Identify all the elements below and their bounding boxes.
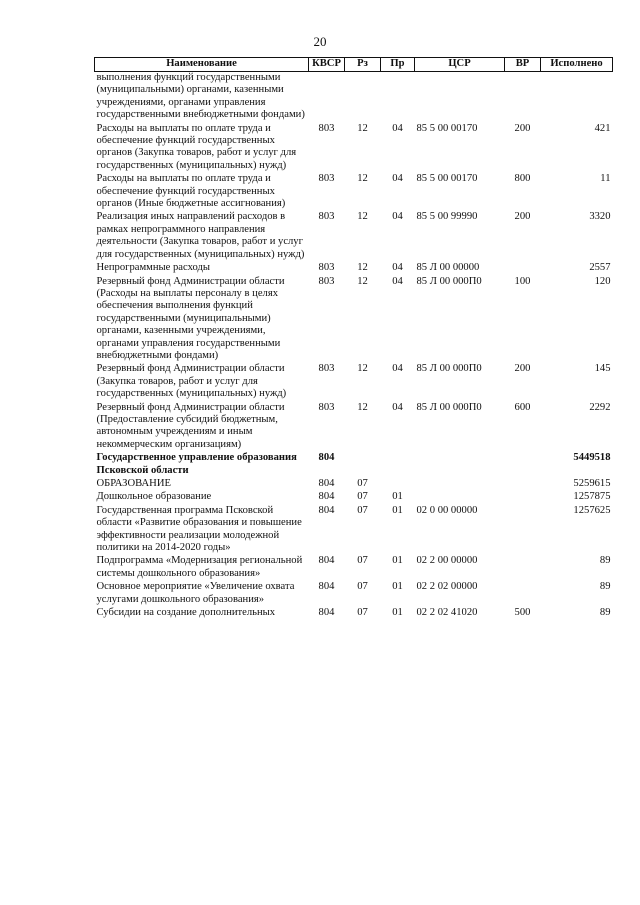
cell-csr: 02 2 00 00000 bbox=[416, 555, 478, 567]
table-row bbox=[95, 478, 613, 491]
cell-name: Государственное управление образования Псковской области bbox=[96, 452, 297, 476]
cell-vr bbox=[505, 491, 541, 504]
cell-csr: 85 5 00 00170 bbox=[416, 173, 478, 185]
cell-sum: 120 bbox=[594, 275, 611, 287]
table-row bbox=[95, 491, 613, 504]
cell-pr: 01 bbox=[392, 491, 403, 503]
cell-kvsr: 804 bbox=[318, 491, 335, 503]
cell-kvsr: 803 bbox=[318, 262, 335, 274]
cell-sum: 421 bbox=[594, 122, 611, 134]
cell-vr: 600 bbox=[514, 401, 531, 413]
cell-name: Реализация иных направлений расходов в рамках непрограммного направления деятельности (Закупка товаров, работ и услуг для государственных (муниципальных) нужд) bbox=[96, 211, 305, 260]
cell-sum: 5449518 bbox=[573, 452, 611, 464]
cell-rz: 07 bbox=[357, 478, 368, 489]
cell-sum bbox=[541, 72, 613, 123]
cell-name: Расходы на выплаты по оплате труда и обеспечение функций государственных органов (Закупка товаров, работ и услуг для государственных (муниципальных) нужд) bbox=[96, 122, 297, 171]
cell-pr: 04 bbox=[392, 173, 403, 185]
cell-kvsr: 804 bbox=[318, 478, 335, 489]
cell-vr: 200 bbox=[514, 363, 531, 375]
cell-sum: 89 bbox=[599, 581, 611, 593]
cell-pr bbox=[381, 478, 415, 491]
cell-csr: 85 Л 00 000П0 bbox=[416, 401, 482, 413]
cell-name: Государственная программа Псковской области «Развитие образования и повышение эффективности реализации молодежной политики на 2014-2020 годы» bbox=[96, 504, 302, 554]
table-row bbox=[95, 402, 613, 453]
cell-rz: 07 bbox=[357, 555, 368, 567]
cell-rz: 07 bbox=[357, 607, 368, 619]
cell-pr: 04 bbox=[392, 401, 403, 413]
cell-name: выполнения функций государственными (муниципальными) органами, казенными учреждениями, органами управления государственными внебюджетными фондами) bbox=[96, 72, 305, 121]
cell-pr: 01 bbox=[392, 504, 403, 516]
table-row bbox=[95, 555, 613, 581]
cell-csr: 02 0 00 00000 bbox=[416, 504, 478, 516]
table-row bbox=[95, 581, 613, 607]
cell-sum: 145 bbox=[594, 363, 611, 375]
cell-kvsr: 804 bbox=[318, 607, 335, 619]
cell-sum: 5259615 bbox=[573, 478, 611, 489]
cell-sum: 1257875 bbox=[573, 491, 611, 503]
table-row bbox=[95, 262, 613, 275]
cell-sum: 1257625 bbox=[573, 504, 611, 516]
header-vr: ВР bbox=[505, 58, 541, 72]
cell-csr bbox=[415, 491, 505, 504]
table-row bbox=[95, 173, 613, 211]
cell-name: Субсидии на создание дополнительных bbox=[96, 607, 276, 619]
cell-rz: 07 bbox=[357, 491, 368, 503]
cell-csr: 02 2 02 41020 bbox=[416, 607, 478, 619]
cell-vr: 500 bbox=[514, 607, 531, 619]
cell-rz bbox=[345, 452, 381, 478]
cell-vr bbox=[505, 72, 541, 123]
cell-csr: 85 Л 00 000П0 bbox=[416, 363, 482, 375]
cell-rz: 12 bbox=[357, 173, 368, 185]
table-row bbox=[95, 211, 613, 262]
cell-name: ОБРАЗОВАНИЕ bbox=[96, 478, 171, 489]
table-header bbox=[95, 58, 613, 72]
cell-pr: 04 bbox=[392, 211, 403, 223]
table-row-department bbox=[95, 452, 613, 478]
cell-sum: 2557 bbox=[589, 262, 611, 274]
cell-pr: 01 bbox=[392, 607, 403, 619]
cell-vr bbox=[505, 452, 541, 478]
cell-sum: 11 bbox=[600, 173, 611, 185]
cell-vr: 800 bbox=[514, 173, 531, 185]
cell-kvsr: 803 bbox=[318, 211, 335, 223]
cell-csr: 85 5 00 00170 bbox=[416, 122, 478, 134]
cell-rz bbox=[345, 72, 381, 123]
cell-name: Дошкольное образование bbox=[96, 491, 212, 503]
table-row bbox=[95, 276, 613, 364]
cell-vr bbox=[505, 505, 541, 556]
table-row bbox=[95, 363, 613, 401]
cell-sum: 2292 bbox=[589, 401, 611, 413]
cell-sum: 3320 bbox=[589, 211, 611, 223]
cell-name: Расходы на выплаты по оплате труда и обеспечение функций государственных органов (Иные бюджетные ассигнования) bbox=[96, 173, 286, 210]
cell-pr: 04 bbox=[392, 363, 403, 375]
cell-name: Основное мероприятие «Увеличение охвата услугами дошкольного образования» bbox=[96, 581, 295, 605]
cell-rz: 12 bbox=[357, 122, 368, 134]
cell-vr: 100 bbox=[514, 275, 531, 287]
cell-kvsr: 803 bbox=[318, 363, 335, 375]
table-row bbox=[95, 505, 613, 556]
cell-pr: 01 bbox=[392, 581, 403, 593]
cell-name: Резервный фонд Администрации области (Расходы на выплаты персоналу в целях обеспечения выполнения функций государственными (муниципальными) органами, казенными учреждениями, органами управления государственными внебюджетными фондами) bbox=[96, 275, 285, 361]
table-row bbox=[95, 72, 613, 123]
cell-kvsr bbox=[309, 72, 345, 123]
cell-pr: 04 bbox=[392, 262, 403, 274]
cell-pr: 01 bbox=[392, 555, 403, 567]
cell-pr: 04 bbox=[392, 122, 403, 134]
cell-csr bbox=[415, 72, 505, 123]
cell-name: Резервный фонд Администрации области (Предоставление субсидий бюджетным, автономным учреждениям и иным некоммерческим организациям) bbox=[96, 401, 285, 450]
cell-sum: 89 bbox=[599, 607, 611, 619]
cell-csr bbox=[415, 452, 505, 478]
cell-name: Подпрограмма «Модернизация региональной системы дошкольного образования» bbox=[96, 555, 303, 579]
header-rz: Рз bbox=[345, 58, 381, 72]
cell-csr: 85 Л 00 000П0 bbox=[416, 275, 482, 287]
cell-kvsr: 804 bbox=[318, 555, 335, 567]
cell-vr: 200 bbox=[514, 122, 531, 134]
cell-csr: 85 5 00 99990 bbox=[416, 211, 478, 223]
header-name: Наименование bbox=[95, 58, 309, 72]
cell-vr bbox=[505, 478, 541, 491]
cell-rz: 12 bbox=[357, 262, 368, 274]
cell-sum: 89 bbox=[599, 555, 611, 567]
cell-vr bbox=[505, 555, 541, 581]
header-csr: ЦСР bbox=[415, 58, 505, 72]
cell-csr bbox=[415, 478, 505, 491]
cell-kvsr: 803 bbox=[318, 173, 335, 185]
cell-rz: 12 bbox=[357, 401, 368, 413]
cell-rz: 07 bbox=[357, 581, 368, 593]
cell-kvsr: 804 bbox=[318, 581, 335, 593]
budget-table bbox=[94, 57, 613, 620]
cell-kvsr: 804 bbox=[318, 504, 335, 516]
cell-rz: 12 bbox=[357, 363, 368, 375]
cell-rz: 12 bbox=[357, 211, 368, 223]
cell-vr bbox=[505, 262, 541, 275]
header-pr: Пр bbox=[381, 58, 415, 72]
header-sum: Исполнено bbox=[541, 58, 613, 72]
cell-pr bbox=[381, 72, 415, 123]
cell-csr: 85 Л 00 00000 bbox=[416, 262, 480, 274]
cell-csr: 02 2 02 00000 bbox=[416, 581, 478, 593]
cell-kvsr: 803 bbox=[318, 401, 335, 413]
table-body bbox=[95, 72, 613, 621]
cell-kvsr: 804 bbox=[318, 452, 335, 464]
table-row bbox=[95, 607, 613, 620]
cell-pr bbox=[381, 452, 415, 478]
cell-kvsr: 803 bbox=[318, 122, 335, 134]
cell-vr bbox=[505, 581, 541, 607]
cell-kvsr: 803 bbox=[318, 275, 335, 287]
cell-rz: 07 bbox=[357, 504, 368, 516]
page-number: 20 bbox=[313, 34, 327, 49]
cell-pr: 04 bbox=[392, 275, 403, 287]
table-row bbox=[95, 123, 613, 174]
cell-name: Резервный фонд Администрации области (Закупка товаров, работ и услуг для государственных (муниципальных) нужд) bbox=[96, 363, 287, 400]
cell-rz: 12 bbox=[357, 275, 368, 287]
cell-vr: 200 bbox=[514, 211, 531, 223]
cell-name: Непрограммные расходы bbox=[96, 262, 210, 274]
header-kvsr: КВСР bbox=[309, 58, 345, 72]
